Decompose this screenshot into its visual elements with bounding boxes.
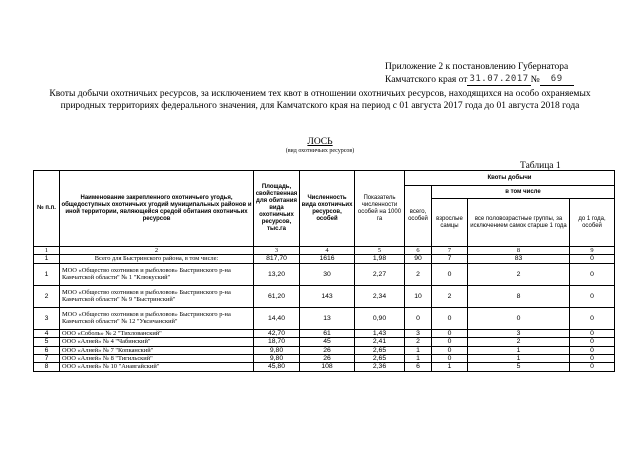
table-row <box>34 355 615 363</box>
cell-density: 2,65 <box>355 346 405 354</box>
cell-name: Всего для Быстринского района, в том числе: <box>60 255 254 263</box>
cell-count: 143 <box>300 285 355 307</box>
cell-groups: 2 <box>468 263 570 285</box>
cell-groups: 1 <box>468 346 570 354</box>
appendix-block <box>385 61 605 86</box>
cell-density: 1,98 <box>355 255 405 263</box>
appendix-no-label: № <box>530 75 540 85</box>
cell-males: 2 <box>432 285 468 307</box>
col-number: 5 <box>355 247 405 255</box>
appendix-date-prefix: Камчатского края от <box>385 75 468 85</box>
cell-total: 6 <box>405 363 432 371</box>
cell-total: 10 <box>405 285 432 307</box>
appendix-number: 69 <box>540 73 574 86</box>
cell-young: 0 <box>570 255 615 263</box>
cell-num: 2 <box>34 285 60 307</box>
species-name: ЛОСЬ <box>307 137 333 147</box>
cell-groups: 0 <box>468 307 570 329</box>
cell-young: 0 <box>570 338 615 346</box>
cell-total: 1 <box>405 346 432 354</box>
col-number: 1 <box>34 247 60 255</box>
cell-young: 0 <box>570 329 615 337</box>
cell-young: 0 <box>570 363 615 371</box>
table-row <box>34 363 615 371</box>
cell-area: 9,80 <box>254 355 300 363</box>
cell-males: 0 <box>432 338 468 346</box>
col-number: 8 <box>468 247 570 255</box>
table-number: Таблица 1 <box>520 161 561 171</box>
cell-name: МОО «Общество охотников и рыболовов» Быстринского р-на Камчатской области" № 12 "Уксичанский" <box>60 307 254 329</box>
cell-num: 3 <box>34 307 60 329</box>
col-number: 6 <box>405 247 432 255</box>
cell-total: 2 <box>405 263 432 285</box>
header-quota-incl: в том числе <box>432 186 615 199</box>
cell-density: 2,36 <box>355 363 405 371</box>
header-adult-males: взрослые самцы <box>432 199 468 247</box>
cell-young: 0 <box>570 285 615 307</box>
cell-area: 9,80 <box>254 346 300 354</box>
cell-name: ООО «Алней» № 7 "Копканский" <box>60 346 254 354</box>
cell-young: 0 <box>570 355 615 363</box>
cell-count: 108 <box>300 363 355 371</box>
cell-density: 0,90 <box>355 307 405 329</box>
cell-name: ООО «Алней» № 4 "Чабинский" <box>60 338 254 346</box>
cell-num: 6 <box>34 346 60 354</box>
cell-area: 817,70 <box>254 255 300 263</box>
cell-density: 2,34 <box>355 285 405 307</box>
cell-num: 8 <box>34 363 60 371</box>
table-row <box>34 338 615 346</box>
cell-groups: 5 <box>468 363 570 371</box>
cell-total: 2 <box>405 338 432 346</box>
cell-name: ООО «Алней» № 10 "Анавгайский" <box>60 363 254 371</box>
cell-area: 61,20 <box>254 285 300 307</box>
cell-density: 1,43 <box>355 329 405 337</box>
cell-males: 0 <box>432 355 468 363</box>
cell-males: 0 <box>432 307 468 329</box>
cell-num: 7 <box>34 355 60 363</box>
cell-name: МОО «Общество охотников и рыболовов» Быстринского р-на Камчатской области" № 1 "Клюкуский" <box>60 263 254 285</box>
cell-count: 45 <box>300 338 355 346</box>
cell-males: 0 <box>432 329 468 337</box>
col-number: 3 <box>254 247 300 255</box>
table-row-total <box>34 255 615 263</box>
cell-area: 13,20 <box>254 263 300 285</box>
table-row <box>34 329 615 337</box>
table-row <box>34 263 615 285</box>
cell-count: 1616 <box>300 255 355 263</box>
cell-count: 61 <box>300 329 355 337</box>
header-under-one: до 1 года, особей <box>570 199 615 247</box>
cell-num: 1 <box>34 263 60 285</box>
cell-count: 26 <box>300 346 355 354</box>
cell-area: 45,80 <box>254 363 300 371</box>
table-row <box>34 285 615 307</box>
document-title: Квоты добычи охотничьих ресурсов, за исключением тех квот в отношении охотничьих ресурсов, находящихся на особо охраняемых природных территориях федерального значения, для Камчатского края на период с 01 августа 2017 года до 01 августа 2018 года <box>49 89 591 111</box>
cell-total: 90 <box>405 255 432 263</box>
cell-males: 1 <box>432 363 468 371</box>
cell-area: 18,70 <box>254 338 300 346</box>
column-numbers-row <box>34 247 615 255</box>
cell-groups: 83 <box>468 255 570 263</box>
cell-young: 0 <box>570 263 615 285</box>
cell-males: 0 <box>432 346 468 354</box>
col-number: 4 <box>300 247 355 255</box>
col-number: 7 <box>432 247 468 255</box>
cell-males: 0 <box>432 263 468 285</box>
table-row <box>34 307 615 329</box>
cell-males: 7 <box>432 255 468 263</box>
table-row <box>34 346 615 354</box>
header-count: Численность вида охотничьих ресурсов, особей <box>300 171 355 247</box>
cell-density: 2,65 <box>355 355 405 363</box>
species-caption: (вид охотничьих ресурсов) <box>285 148 355 154</box>
cell-area: 14,40 <box>254 307 300 329</box>
cell-name: ООО «Соболь» № 2 "Тихлованский" <box>60 329 254 337</box>
cell-total: 0 <box>405 307 432 329</box>
cell-num: 5 <box>34 338 60 346</box>
cell-total: 3 <box>405 329 432 337</box>
header-quota: Квоты добычи <box>405 171 615 186</box>
header-num: № п.п. <box>34 171 60 247</box>
cell-num: 4 <box>34 329 60 337</box>
header-area: Площадь, свойственная для обитания вида охотничьих ресурсов, тыс.га <box>254 171 300 247</box>
header-age-groups: все половозрастные группы, за исключением самок старше 1 года <box>468 199 570 247</box>
cell-total: 1 <box>405 355 432 363</box>
cell-groups: 8 <box>468 285 570 307</box>
appendix-line2 <box>385 73 605 86</box>
header-density: Показатель численности особей на 1000 га <box>355 171 405 247</box>
cell-young: 0 <box>570 346 615 354</box>
quota-table <box>33 170 615 372</box>
cell-groups: 3 <box>468 329 570 337</box>
cell-area: 42,70 <box>254 329 300 337</box>
header-name: Наименование закрепленного охотничьего угодья, общедоступных охотничьих угодий муниципальных районов и иной территории, являющейся средой обитания охотничьих ресурсов <box>60 171 254 247</box>
cell-young: 0 <box>570 307 615 329</box>
cell-count: 26 <box>300 355 355 363</box>
cell-name: МОО «Общество охотников и рыболовов» Быстринского р-на Камчатской области" № 9 "Быстринский" <box>60 285 254 307</box>
header-total: всего, особей <box>405 186 432 247</box>
cell-groups: 2 <box>468 338 570 346</box>
col-number: 9 <box>570 247 615 255</box>
cell-num: 1 <box>34 255 60 263</box>
appendix-date: 31.07.2017 <box>469 74 529 84</box>
cell-density: 2,41 <box>355 338 405 346</box>
cell-name: ООО «Алней» № 8 "Тигильский" <box>60 355 254 363</box>
cell-groups: 1 <box>468 355 570 363</box>
cell-count: 13 <box>300 307 355 329</box>
col-number: 2 <box>60 247 254 255</box>
cell-count: 30 <box>300 263 355 285</box>
cell-density: 2,27 <box>355 263 405 285</box>
appendix-line1: Приложение 2 к постановлению Губернатора <box>385 62 569 72</box>
